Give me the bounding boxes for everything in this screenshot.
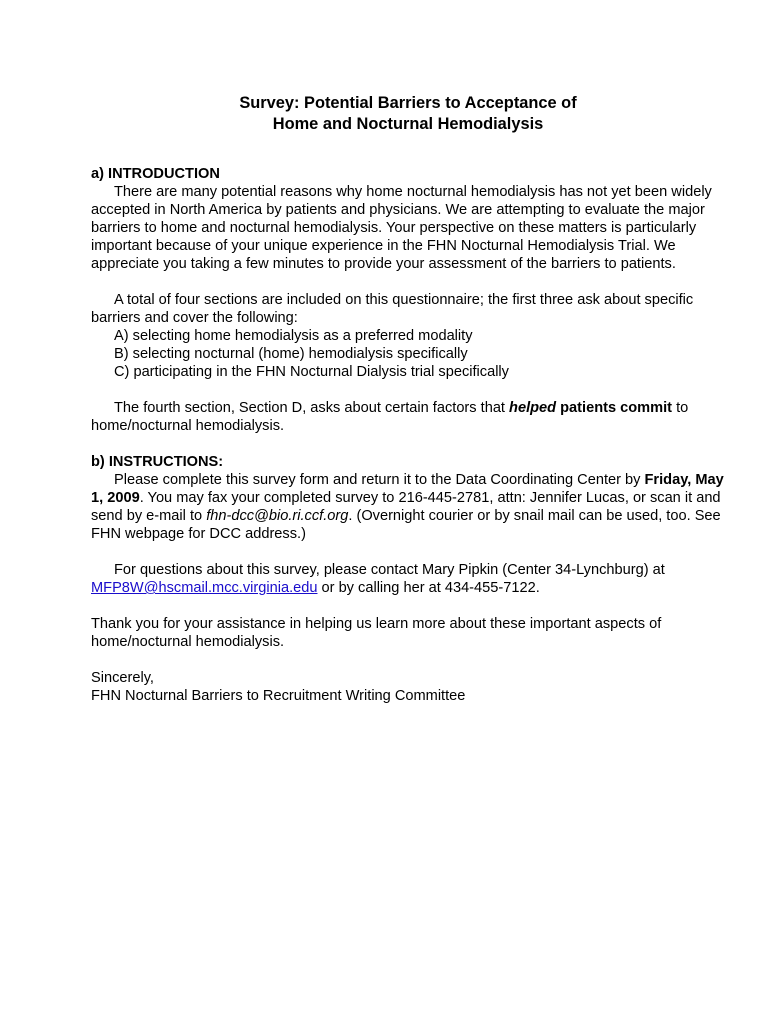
thank-you-paragraph: Thank you for your assistance in helping us learn more about these important aspects of home/nocturnal hemodialysis. (91, 616, 662, 650)
section-list-item-a: A) selecting home hemodialysis as a preferred modality (114, 328, 473, 344)
section-d-paragraph: The fourth section, Section D, asks about certain factors that helped patients commit to home/nocturnal hemodialysis. (91, 400, 689, 434)
page-title (91, 93, 725, 135)
instructions-paragraph: Please complete this survey form and return it to the Data Coordinating Center by Friday, May 1, 2009. You may fax your completed survey to 216-445-2781, attn: Jennifer Lucas, or scan it and send by e-mail to fhn-dcc@bio.ri.ccf.org. (Overnight courier or by snail mail can be used, too. See FHN webpage for DCC address.) (91, 472, 724, 542)
survey-page (91, 93, 725, 705)
introduction-heading: a) INTRODUCTION (91, 166, 220, 182)
signature: FHN Nocturnal Barriers to Recruitment Writing Committee (91, 688, 466, 704)
salutation: Sincerely, (91, 670, 154, 686)
helped-emphasis: helped (509, 400, 557, 416)
introduction-paragraph: There are many potential reasons why home nocturnal hemodialysis has not yet been widely accepted in North America by patients and physicians. We are attempting to evaluate the major barriers to home and nocturnal hemodialysis. Your perspective on these matters is particularly important because of your unique experience in the FHN Nocturnal Hemodialysis Trial. We appreciate you taking a few minutes to provide your assessment of the barriers to patients. (91, 184, 712, 272)
instructions-heading: b) INSTRUCTIONS: (91, 454, 224, 470)
title-line-1: Survey: Potential Barriers to Acceptance of (239, 94, 577, 112)
dcc-email: fhn-dcc@bio.ri.ccf.org (206, 508, 349, 524)
section-list-item-b: B) selecting nocturnal (home) hemodialysis specifically (114, 346, 468, 362)
contact-paragraph: For questions about this survey, please contact Mary Pipkin (Center 34-Lynchburg) at MFP8W@hscmail.mcc.virginia.edu or by calling her at 434-455-7122. (91, 562, 665, 596)
sections-paragraph: A total of four sections are included on this questionnaire; the first three ask about specific barriers and cover the following: (91, 292, 694, 326)
contact-email-link[interactable]: MFP8W@hscmail.mcc.virginia.edu (91, 580, 318, 596)
title-line-2: Home and Nocturnal Hemodialysis (272, 115, 544, 133)
deadline-date: Friday, May 1, 2009 (91, 472, 724, 506)
section-list-item-c: C) participating in the FHN Nocturnal Dialysis trial specifically (114, 364, 509, 380)
patients-commit-emphasis: patients commit (556, 400, 673, 416)
